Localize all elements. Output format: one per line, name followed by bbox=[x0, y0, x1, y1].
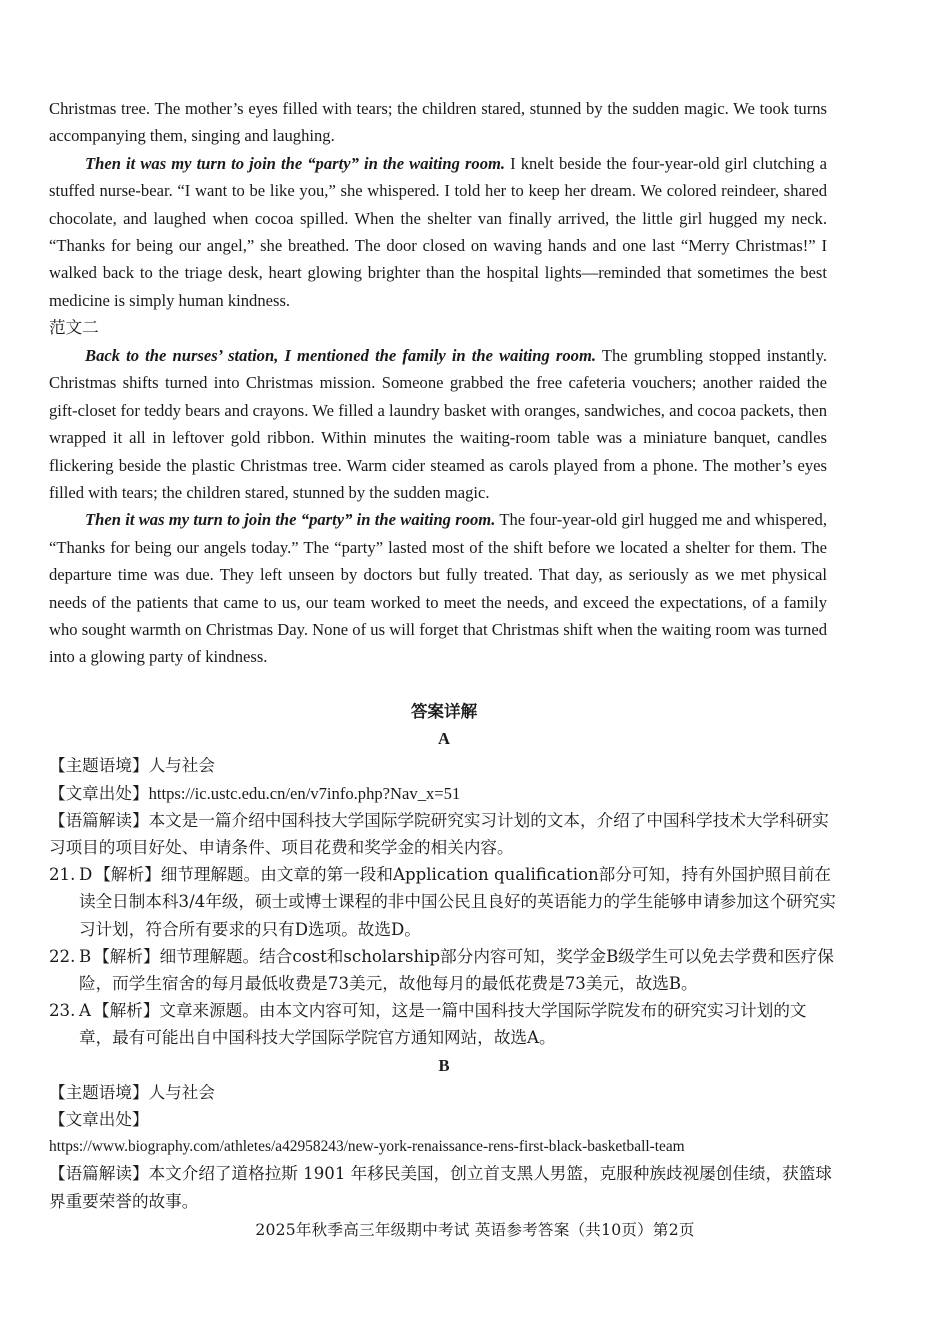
answers-section bbox=[49, 698, 839, 1215]
question-22 bbox=[49, 943, 839, 997]
essay2-paragraph-1 bbox=[49, 342, 827, 506]
essay1-paragraph-2 bbox=[49, 150, 827, 314]
section-a-source bbox=[49, 780, 839, 807]
question-22-answer: B bbox=[79, 946, 92, 966]
section-b-source-url: https://www.biography.com/athletes/a42958243/new-york-renaissance-rens-first-black-basketball-team bbox=[49, 1138, 685, 1156]
question-21-answer: D bbox=[79, 865, 93, 885]
question-22-tag: 【解析】 bbox=[93, 946, 160, 966]
question-21-tag: 【解析】 bbox=[94, 865, 161, 885]
essay2-paragraph-1-lead: Back to the nurses’ station, I mentioned the family in the waiting room. bbox=[85, 346, 597, 365]
section-a-theme-key: 【主题语境】 bbox=[49, 756, 149, 776]
section-a-reading-key: 【语篇解读】 bbox=[49, 810, 149, 830]
section-a-reading-text: 本文是一篇介绍中国科技大学国际学院研究实习计划的文本，介绍了中国科学技术大学科研实习项目的项目好处、申请条件、项目花费和奖学金的相关内容。 bbox=[49, 810, 829, 858]
essay2-paragraph-2-body: The four-year-old girl hugged me and whispered, “Thanks for being our angels today.” The “party” lasted most of the shift before we located a shelter for them. The departure time was due. They left unseen by doctors but fully treated. That day, as seriously as we met physical needs of the patients that came to us, our team worked to meet the needs, and exceed the expectations, of a family who sought warmth on Christmas Day. None of us will forget that Christmas shift when the waiting room was turned into a glowing party of kindness. bbox=[49, 510, 827, 667]
question-23 bbox=[49, 997, 839, 1051]
question-23-tag: 【解析】 bbox=[92, 1001, 160, 1021]
section-a-label: A bbox=[438, 729, 450, 749]
essay1-paragraph-1: Christmas tree. The mother’s eyes filled with tears; the children stared, stunned by the sudden magic. We took turns accompanying them, singing and laughing. bbox=[49, 99, 827, 146]
question-21-number: 21. bbox=[49, 865, 76, 885]
answers-title: 答案详解 bbox=[410, 701, 478, 721]
section-a-theme bbox=[49, 752, 839, 779]
essay2-paragraph-2-lead: Then it was my turn to join the “party” in the waiting room. bbox=[85, 510, 496, 530]
question-21 bbox=[49, 861, 839, 943]
section-a-source-key: 【文章出处】 bbox=[49, 783, 149, 803]
section-b-reading-key: 【语篇解读】 bbox=[49, 1164, 149, 1184]
section-b-theme-value: 人与社会 bbox=[148, 1082, 215, 1102]
sample-essay-one bbox=[49, 95, 827, 314]
section-b-theme bbox=[49, 1079, 839, 1106]
sample-essay-two bbox=[49, 342, 827, 671]
section-a-reading bbox=[49, 807, 839, 861]
section-b-reading bbox=[49, 1160, 839, 1214]
essay1-paragraph-2-body: I knelt beside the four-year-old girl clutching a stuffed nurse-bear. “I want to be like you,” she whispered. I told her to keep her dream. We colored reindeer, shared chocolate, and laughed when cocoa spilled. When the shelter van finally arrived, the little girl hugged my neck. “Thanks for being our angel,” she breathed. The door closed on waving hands and one last “Merry Christmas!” I walked back to the triage desk, heart glowing brighter than the hospital lights—reminded that sometimes the best medicine is simply human kindness. bbox=[49, 153, 827, 310]
essay2-heading: 范文二 bbox=[49, 318, 99, 337]
section-b-reading-text: 本文介绍了道格拉斯 1901 年移民美国，创立首支黑人男篮，克服种族歧视屡创佳绩，获篮球界重要荣誉的故事。 bbox=[49, 1164, 832, 1211]
question-23-explanation: 文章来源题。由本文内容可知，这是一篇中国科技大学国际学院发布的研究实习计划的文章，最有可能出自中国科技大学国际学院官方通知网站，故选A。 bbox=[79, 1001, 807, 1048]
page-footer: 2025年秋季高三年级期中考试 英语参考答案（共10页）第2页 bbox=[255, 1221, 695, 1239]
section-b-source-key: 【文章出处】 bbox=[49, 1110, 149, 1130]
section-b-theme-key: 【主题语境】 bbox=[49, 1082, 149, 1102]
question-22-number: 22. bbox=[49, 946, 76, 966]
section-b-label: B bbox=[438, 1055, 450, 1075]
essay1-paragraph-2-lead: Then it was my turn to join the “party” in the waiting room. bbox=[85, 153, 506, 173]
essay2-paragraph-1-body: The grumbling stopped instantly. Christmas shifts turned into Christmas mission. Someone grabbed the free cafeteria vouchers; another raided the gift-closet for teddy bears and crayons. We filled a laundry basket with oranges, sandwiches, and cocoa packets, then wrapped it all in leftover gold ribbon. Within minutes the waiting-room table was a miniature banquet, candles flickering beside the plastic Christmas tree. Warm cider steamed as carols played from a phone. The mother’s eyes filled with tears; the children stared, stunned by the sudden magic. bbox=[49, 346, 827, 503]
question-23-answer: A bbox=[79, 1001, 91, 1021]
question-21-explanation: 细节理解题。由文章的第一段和Application qualification部分可知，持有外国护照目前在读全日制本科3/4年级，硕士或博士课程的非中国公民且良好的英语能力的学生能够申请参加这个研究实习计划，符合所有要求的只有D选项。故选D。 bbox=[79, 865, 836, 939]
section-a-theme-value: 人与社会 bbox=[148, 756, 215, 776]
question-23-number: 23. bbox=[49, 1001, 76, 1021]
question-22-explanation: 细节理解题。结合cost和scholarship部分内容可知，奖学金B级学生可以免去学费和医疗保险，而学生宿舍的每月最低收费是73美元，故他每月的最低花费是73美元，故选B。 bbox=[79, 946, 834, 994]
section-a-source-url: https://ic.ustc.edu.cn/en/v7info.php?Nav_x=51 bbox=[148, 783, 461, 803]
essay2-paragraph-2 bbox=[49, 506, 827, 670]
